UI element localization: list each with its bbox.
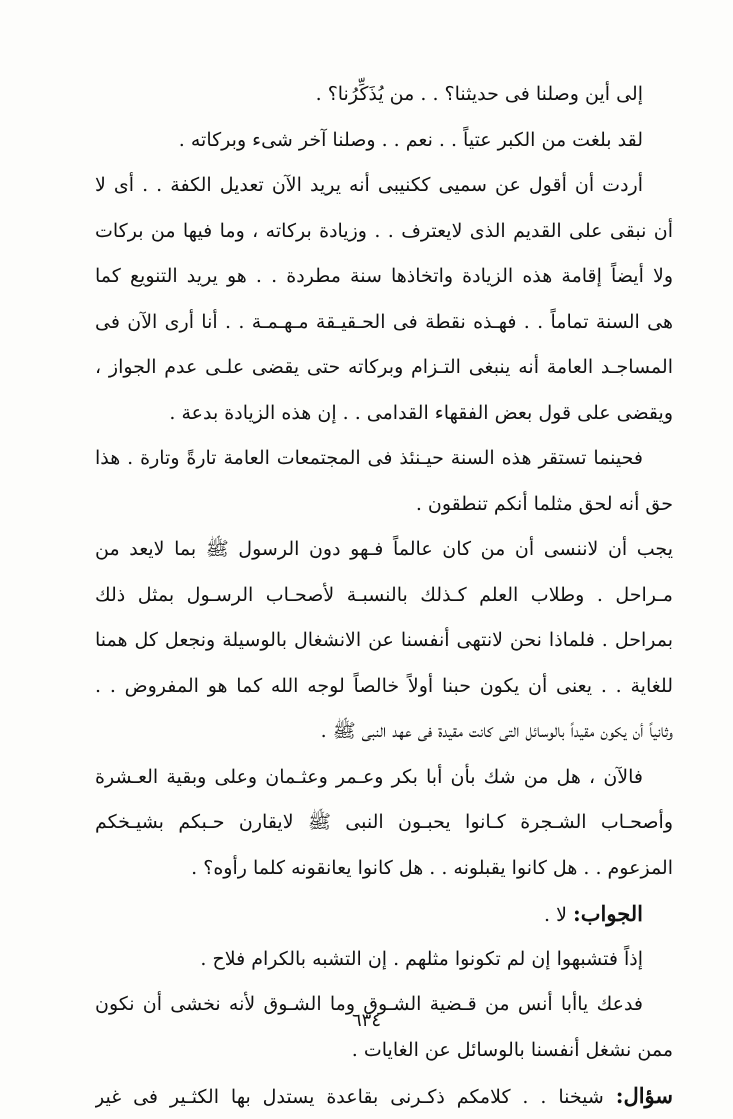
text-line — [95, 664, 673, 710]
text-line — [95, 527, 673, 573]
line-text: للغاية . . يعنى أن يكون حبنا أولاً خالصاً لوجه الله كما هو المفروض . . — [95, 674, 673, 697]
text-line — [95, 254, 673, 300]
text-line — [95, 118, 673, 164]
line-text: المساجـد العامة أنه ينبغى التـزام وبركاته حتى يقضى علـى عدم الجواز ، — [95, 356, 673, 378]
text-line — [95, 436, 673, 482]
line-text: إذاً فتشبهوا إن لم تكونوا مثلهم . إن التشبه بالكرام فلاح . — [200, 947, 643, 970]
line-text: إلى أين وصلنا فى حديثنا؟ . . من يُذَكِّرُنا؟ . — [315, 83, 643, 105]
text-line — [95, 482, 673, 528]
text-line — [95, 800, 673, 846]
text-line — [95, 163, 673, 209]
text-line — [95, 72, 673, 118]
text-line — [95, 391, 673, 437]
line-text: هى السنة تماماً . . فهـذه نقطة فى الحـقيـقة مـهـمـة . . أنا أرى الآن فى — [95, 310, 673, 333]
page-body-text — [95, 72, 673, 1119]
line-text: فالآن ، هل من شك بأن أبا بكر وعـمر وعثـمان وعلى وبقية العـشرة — [95, 765, 643, 788]
page-number: ٦٣٤ — [351, 1010, 381, 1031]
text-line — [95, 1073, 673, 1119]
text-line — [95, 709, 673, 755]
line-label: الجواب: — [573, 901, 643, 926]
line-text: أردت أن أقول عن سميى ككنيبى أنه يريد الآن تعديل الكفة . . أى لا — [95, 174, 643, 196]
line-text: وثانياً أن يكون مقيداً بالوسائل التى كانت مقيدة فى عهد النبى ﷺ . — [320, 720, 673, 742]
line-text: فدعك ياأبا أنس من قـضية الشـوق وما الشـوق لأنه نخشى أن نكون — [95, 993, 643, 1015]
line-text: بمراحل . فلماذا نحن لانتهى أنفسنا عن الانشغال بالوسيلة ونجعل كل همنا — [95, 629, 673, 651]
line-text: حق أنه لحق مثلما أنكم تنطقون . — [415, 492, 673, 515]
line-text: يجب أن لاننسى أن من كان عالماً فـهو دون الرسول ﷺ بما لايعد من — [95, 538, 673, 560]
text-line — [95, 1028, 673, 1074]
line-text: لقد بلغت من الكبر عتياً . . نعم . . وصلنا آخر شىء وبركاته . — [178, 128, 643, 151]
line-text: ويقضى على قول بعض الفقهاء القدامى . . إن هذه الزيادة بدعة . — [169, 401, 673, 424]
line-text: فحينما تستقر هذه السنة حيـنئذ فى المجتمعات العامة تارةً وتارة . هذا — [95, 447, 643, 469]
line-text: ولا أيضاً إقامة هذه الزيادة واتخاذها سنة مطردة . . هو يريد التنويع كما — [95, 265, 673, 287]
text-line — [95, 846, 673, 892]
text-line — [95, 618, 673, 664]
text-line — [95, 937, 673, 983]
line-text: المزعوم . . هل كانوا يقبلونه . . هل كانوا يعانقونه كلما رأوه؟ . — [191, 856, 673, 879]
line-label: سؤال: — [615, 1083, 673, 1108]
text-line — [95, 573, 673, 619]
line-text: ممن نشغل أنفسنا بالوسائل عن الغايات . — [351, 1038, 673, 1061]
text-line — [95, 891, 673, 937]
line-text: مـراحل . وطلاب العلم كـذلك بالنسبـة لأصحـاب الرسـول بمثل ذلك — [95, 583, 673, 606]
text-line — [95, 755, 673, 801]
line-text: وأصحـاب الشـجرة كـانوا يحبـون النبى ﷺ لايقارن حـبكم بشيـخكم — [95, 811, 673, 833]
line-text: لا . — [544, 904, 573, 926]
line-text: شيخنا . . كلامكم ذكـرنى بقاعدة يستدل بها الكثـير فى غير — [95, 1086, 616, 1108]
text-line — [95, 300, 673, 346]
text-line — [95, 345, 673, 391]
line-text: أن نبقى على القديم الذى لايعترف . . وزيادة بركاته ، وما فيها من بركات — [95, 219, 673, 242]
text-line — [95, 209, 673, 255]
